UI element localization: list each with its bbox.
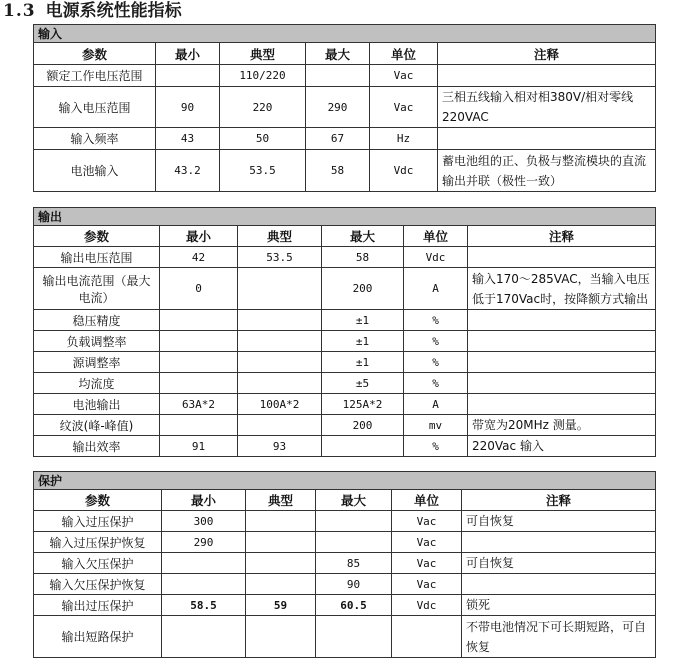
header-typ: 典型 [238,226,322,247]
typ-cell [246,616,316,658]
param-cell: 输入过压保护恢复 [34,532,162,553]
note-cell: 锁死 [462,595,656,616]
param-cell: 额定工作电压范围 [34,65,156,87]
unit-cell: % [404,352,468,373]
min-cell [160,352,238,373]
note-cell [468,352,656,373]
table-row [34,373,656,394]
header-typ: 典型 [246,490,316,511]
table-row [34,65,656,87]
unit-cell: Vac [392,553,462,574]
section-title: 电源系统性能指标 [45,1,182,21]
max-cell: 200 [322,268,404,310]
note-cell [462,532,656,553]
header-note: 注释 [462,490,656,511]
typ-cell [238,373,322,394]
max-cell [306,65,370,87]
min-cell: 300 [162,511,246,532]
table-row [34,616,656,658]
note-cell: 不带电池情况下可长期短路，可自恢复 [462,616,656,658]
input-section-label: 输入 [34,25,656,43]
max-cell: 200 [322,415,404,436]
header-param: 参数 [34,43,156,65]
header-unit: 单位 [370,43,438,65]
unit-cell: Vdc [404,247,468,268]
unit-cell: Hz [370,128,438,150]
unit-cell: Vdc [370,150,438,192]
max-cell: ±1 [322,352,404,373]
typ-cell: 220 [220,87,306,128]
max-cell [316,616,392,658]
note-cell: 可自恢复 [462,511,656,532]
min-cell: 43.2 [156,150,220,192]
max-cell: 125A*2 [322,394,404,415]
table-row [34,415,656,436]
min-cell: 290 [162,532,246,553]
min-cell [162,616,246,658]
typ-cell [238,352,322,373]
param-cell: 输入电压范围 [34,87,156,128]
min-cell: 42 [160,247,238,268]
max-cell: 90 [316,574,392,595]
note-cell [462,574,656,595]
unit-cell: Vdc [392,595,462,616]
param-cell: 稳压精度 [34,310,160,331]
max-cell: ±5 [322,373,404,394]
header-note: 注释 [468,226,656,247]
header-typ: 典型 [220,43,306,65]
param-cell: 输入欠压保护恢复 [34,574,162,595]
min-cell [160,415,238,436]
min-cell: 91 [160,436,238,457]
min-cell: 43 [156,128,220,150]
max-cell: 67 [306,128,370,150]
header-max: 最大 [306,43,370,65]
note-cell [468,331,656,352]
note-cell: 220Vac 输入 [468,436,656,457]
min-cell [160,310,238,331]
table-row [34,150,656,192]
param-cell: 源调整率 [34,352,160,373]
table-row [34,331,656,352]
output-spec-table [33,207,656,457]
unit-cell: % [404,373,468,394]
header-note: 注释 [438,43,656,65]
unit-cell: Vac [370,65,438,87]
max-cell [316,532,392,553]
note-cell [468,373,656,394]
param-cell: 输出短路保护 [34,616,162,658]
typ-cell: 110/220 [220,65,306,87]
unit-cell: A [404,394,468,415]
min-cell [162,574,246,595]
header-param: 参数 [34,490,162,511]
header-unit: 单位 [404,226,468,247]
typ-cell [238,310,322,331]
max-cell: 58 [306,150,370,192]
unit-cell: mv [404,415,468,436]
table-row [34,595,656,616]
unit-cell [392,616,462,658]
header-min: 最小 [160,226,238,247]
max-cell: 58 [322,247,404,268]
min-cell [160,373,238,394]
table-row [34,394,656,415]
typ-cell [246,553,316,574]
min-cell: 58.5 [162,595,246,616]
min-cell: 90 [156,87,220,128]
unit-cell: Vac [392,532,462,553]
unit-cell: % [404,436,468,457]
unit-cell: Vac [392,511,462,532]
param-cell: 输出过压保护 [34,595,162,616]
input-spec-table [33,24,656,192]
param-cell: 输入频率 [34,128,156,150]
header-min: 最小 [162,490,246,511]
note-cell [468,247,656,268]
unit-cell: Vac [392,574,462,595]
unit-cell: % [404,331,468,352]
max-cell: 85 [316,553,392,574]
note-cell: 可自恢复 [462,553,656,574]
typ-cell [246,532,316,553]
unit-cell: Vac [370,87,438,128]
min-cell: 0 [160,268,238,310]
max-cell [316,511,392,532]
header-param: 参数 [34,226,160,247]
table-row [34,511,656,532]
param-cell: 均流度 [34,373,160,394]
table-row [34,553,656,574]
table-row [34,310,656,331]
param-cell: 负载调整率 [34,331,160,352]
note-cell [468,394,656,415]
table-row [34,436,656,457]
typ-cell [238,268,322,310]
header-unit: 单位 [392,490,462,511]
param-cell: 输入过压保护 [34,511,162,532]
note-cell: 三相五线输入相对相380V/相对零线220VAC [438,87,656,128]
param-cell: 输出效率 [34,436,160,457]
table-row [34,574,656,595]
output-section-label: 输出 [34,208,656,226]
min-cell [162,553,246,574]
header-max: 最大 [322,226,404,247]
table-row [34,352,656,373]
table-row [34,247,656,268]
max-cell: ±1 [322,310,404,331]
typ-cell [246,511,316,532]
table-row [34,532,656,553]
max-cell: 290 [306,87,370,128]
param-cell: 纹波(峰-峰值) [34,415,160,436]
max-cell [322,436,404,457]
typ-cell [238,415,322,436]
typ-cell: 53.5 [220,150,306,192]
protection-section-label: 保护 [34,472,656,490]
param-cell: 输出电压范围 [34,247,160,268]
note-cell: 输入170～285VAC，当输入电压低于170Vac时，按降额方式输出 [468,268,656,310]
section-heading [3,0,182,22]
typ-cell: 59 [246,595,316,616]
table-row [34,268,656,310]
min-cell [156,65,220,87]
max-cell: ±1 [322,331,404,352]
typ-cell: 100A*2 [238,394,322,415]
note-cell [438,65,656,87]
param-cell: 电池输出 [34,394,160,415]
table-row [34,128,656,150]
section-number: 1.3 [3,1,36,21]
note-cell: 蓄电池组的正、负极与整流模块的直流输出并联（极性一致） [438,150,656,192]
note-cell: 带宽为20MHz 测量。 [468,415,656,436]
param-cell: 输出电流范围（最大电流） [34,268,160,310]
note-cell [438,128,656,150]
unit-cell: % [404,310,468,331]
table-row [34,87,656,128]
typ-cell: 50 [220,128,306,150]
typ-cell [238,331,322,352]
min-cell [160,331,238,352]
max-cell: 60.5 [316,595,392,616]
typ-cell: 53.5 [238,247,322,268]
typ-cell [246,574,316,595]
unit-cell: A [404,268,468,310]
note-cell [468,310,656,331]
header-max: 最大 [316,490,392,511]
param-cell: 输入欠压保护 [34,553,162,574]
min-cell: 63A*2 [160,394,238,415]
protection-spec-table [33,471,656,658]
header-min: 最小 [156,43,220,65]
typ-cell: 93 [238,436,322,457]
param-cell: 电池输入 [34,150,156,192]
